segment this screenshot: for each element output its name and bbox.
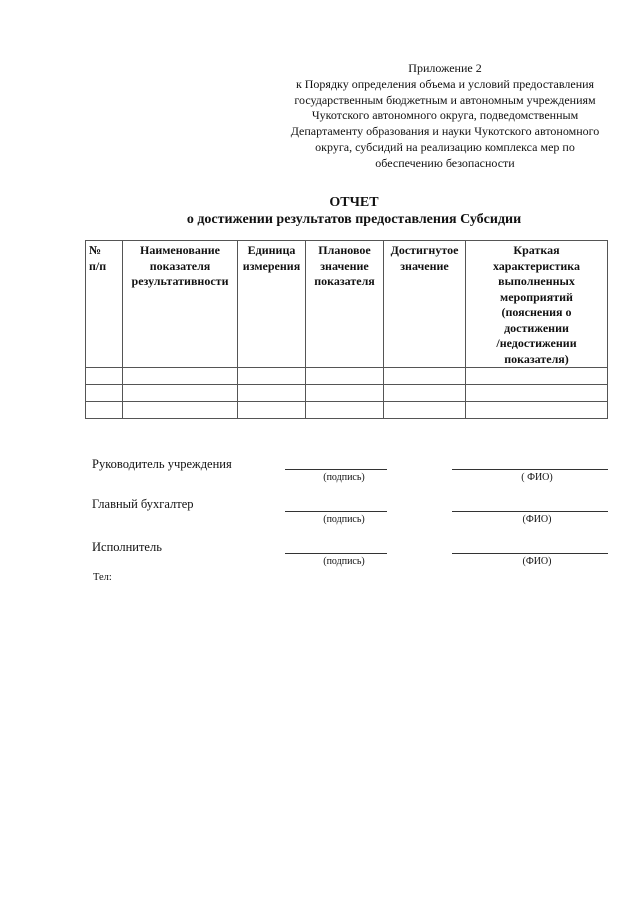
appendix-line: к Порядку определения объема и условий предоставления (295, 76, 595, 91)
header-line: Наименование (140, 243, 220, 257)
header-line: Плановое (318, 243, 371, 257)
header-cell-number (86, 241, 123, 368)
header-line: показателя (149, 258, 211, 273)
signature-line[interactable] (285, 511, 387, 512)
table-cell (123, 402, 238, 419)
table-cell (384, 402, 466, 419)
name-line[interactable] (452, 553, 608, 554)
table-cell (466, 385, 608, 402)
header-line: значение (320, 258, 369, 273)
table-cell (238, 385, 306, 402)
header-line: мероприятий (500, 289, 573, 304)
report-subtitle: о достижении результатов предоставления Субсидии (186, 212, 522, 227)
signature-caption: (подпись) (323, 514, 365, 525)
appendix-line: Приложение 2 (408, 61, 482, 75)
table-row (86, 368, 608, 385)
header-line: показателя) (504, 351, 569, 366)
report-table (85, 240, 608, 419)
signature-label-executor: Исполнитель (92, 540, 162, 554)
header-cell-planned-value (306, 241, 384, 368)
header-cell-unit (238, 241, 306, 368)
table-cell (306, 368, 384, 385)
signature-caption: (подпись) (323, 472, 365, 483)
table-cell (86, 402, 123, 419)
signature-line[interactable] (285, 553, 387, 554)
header-line: характеристика (492, 258, 581, 273)
name-caption: (ФИО) (522, 514, 552, 525)
header-cell-description (466, 241, 608, 368)
table-cell (384, 368, 466, 385)
name-line[interactable] (452, 511, 608, 512)
table-row (86, 402, 608, 419)
header-line: значение (400, 258, 449, 273)
header-cell-achieved-value (384, 241, 466, 368)
header-line: достижении (504, 320, 569, 335)
header-line: п/п (89, 258, 107, 273)
report-title: ОТЧЕТ (329, 195, 379, 210)
signature-caption: (подпись) (323, 556, 365, 567)
appendix-line: Департаменту образования и науки Чукотского автономного (290, 124, 600, 139)
appendix-line: государственным бюджетным и автономным учреждениям (294, 92, 596, 107)
table-row (86, 385, 608, 402)
header-line: (пояснения о (501, 305, 572, 319)
header-cell-indicator-name (123, 241, 238, 368)
name-caption: ( ФИО) (521, 472, 553, 483)
header-line: показателя (314, 274, 375, 288)
appendix-line: обеспечению безопасности (375, 155, 515, 170)
appendix-line: округа, субсидий на реализацию комплекса мер по (315, 139, 575, 154)
appendix-line: Чукотского автономного округа, подведомственным (311, 108, 579, 123)
table-cell (238, 402, 306, 419)
appendix-block (270, 61, 620, 172)
table-cell (123, 368, 238, 385)
signature-line[interactable] (285, 469, 387, 470)
table-cell (306, 402, 384, 419)
signature-label-accountant: Главный бухгалтер (92, 497, 194, 511)
header-line: Единица (247, 243, 296, 257)
table-cell (86, 385, 123, 402)
header-line: Краткая (513, 243, 560, 257)
table-cell (466, 368, 608, 385)
table-cell (384, 385, 466, 402)
table-cell (466, 402, 608, 419)
signature-label-director: Руководитель учреждения (92, 457, 232, 471)
table-cell (123, 385, 238, 402)
phone-label: Тел: (93, 572, 112, 583)
header-line: Достигнутое (390, 243, 459, 257)
name-caption: (ФИО) (522, 556, 552, 567)
table-cell (238, 368, 306, 385)
table-cell (86, 368, 123, 385)
table-cell (306, 385, 384, 402)
table-header-row (86, 241, 608, 368)
header-line: выполненных (498, 274, 575, 288)
header-line: измерения (242, 258, 301, 273)
header-line: результативности (131, 274, 229, 288)
name-line[interactable] (452, 469, 608, 470)
header-line: /недостижении (496, 336, 577, 350)
header-line: № (89, 243, 102, 257)
